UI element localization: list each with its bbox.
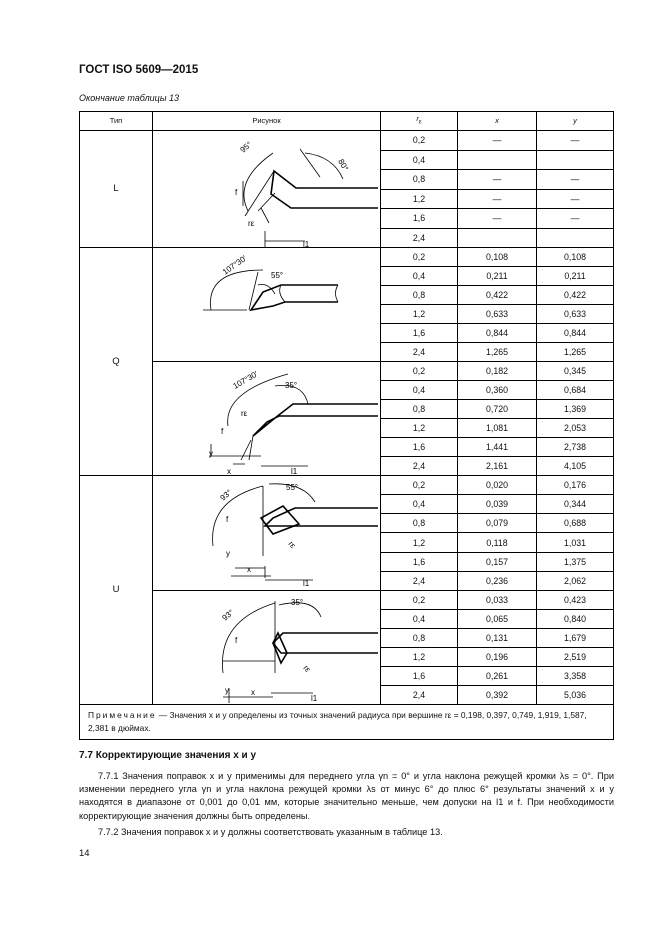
y-value-cell: 1,679 xyxy=(537,629,614,648)
col-header-r: $r_\varepsilon$ xyxy=(381,112,458,131)
r-value-cell: 0,2 xyxy=(381,131,458,151)
note-label: Примечание xyxy=(88,710,157,720)
y-value-cell: 0,840 xyxy=(537,610,614,629)
r-value-cell: 2,4 xyxy=(381,571,458,590)
r-value-cell: 0,8 xyxy=(381,629,458,648)
y-value-cell: 5,036 xyxy=(537,686,614,705)
r-value-cell: 0,8 xyxy=(381,170,458,190)
note-text: — Значения x и y определены из точных значений радиуса при вершине rε = 0,198, 0,397, 0,749, 1,919, 1,587, 2,381 в дюймах. xyxy=(88,710,587,733)
r-value-cell: 1,2 xyxy=(381,305,458,324)
r-value-cell: 2,4 xyxy=(381,686,458,705)
figure-label: 93° xyxy=(218,487,234,503)
figure-label: f xyxy=(226,515,229,524)
y-value-cell: 0,422 xyxy=(537,286,614,305)
y-value-cell: 1,375 xyxy=(537,552,614,571)
figure-label: rε xyxy=(241,408,248,418)
figure-label: 80° xyxy=(336,157,351,173)
r-value-cell: 0,8 xyxy=(381,400,458,419)
x-value-cell: — xyxy=(458,131,537,151)
tool-figure-1-1 xyxy=(153,364,378,474)
figure-label: 93° xyxy=(220,607,236,623)
r-value-cell: 1,6 xyxy=(381,324,458,343)
x-value-cell: 0,131 xyxy=(458,629,537,648)
x-value-cell: 0,182 xyxy=(458,362,537,381)
x-value-cell: 0,720 xyxy=(458,400,537,419)
r-value-cell: 0,8 xyxy=(381,514,458,533)
type-cell: Q xyxy=(80,248,153,476)
figure-label: l1 xyxy=(291,466,298,474)
type-cell: L xyxy=(80,131,153,248)
x-value-cell: 1,081 xyxy=(458,419,537,438)
r-value-cell: 0,2 xyxy=(381,362,458,381)
figure-label: x xyxy=(227,466,231,474)
y-value-cell: 0,688 xyxy=(537,514,614,533)
y-value-cell: — xyxy=(537,131,614,151)
table-row xyxy=(80,248,614,267)
col-header-figure: Рисунок xyxy=(153,112,381,131)
x-value-cell: 0,020 xyxy=(458,476,537,495)
y-value-cell: 0,211 xyxy=(537,267,614,286)
y-value-cell: 2,519 xyxy=(537,648,614,667)
y-value-cell: — xyxy=(537,209,614,229)
x-value-cell: 0,211 xyxy=(458,267,537,286)
col-header-type: Тип xyxy=(80,112,153,131)
x-value-cell: 0,196 xyxy=(458,648,537,667)
r-value-cell: 1,2 xyxy=(381,419,458,438)
r-value-cell: 0,2 xyxy=(381,476,458,495)
x-value-cell: 0,360 xyxy=(458,381,537,400)
tool-figure-2-1 xyxy=(153,593,378,703)
y-value-cell: 0,108 xyxy=(537,248,614,267)
x-value-cell: 0,236 xyxy=(458,571,537,590)
y-value-cell: 2,062 xyxy=(537,571,614,590)
figure-label: 95° xyxy=(238,139,254,155)
paragraph-7-7-2: 7.7.2 Значения поправок x и y должны соответствовать указанным в таблице 13. xyxy=(98,827,443,837)
figure-label: y xyxy=(226,549,230,558)
x-value-cell: 0,844 xyxy=(458,324,537,343)
figure-cell xyxy=(153,248,381,362)
x-value-cell: 0,079 xyxy=(458,514,537,533)
r-value-cell: 0,4 xyxy=(381,381,458,400)
y-value-cell: 0,423 xyxy=(537,591,614,610)
figure-label: 55° xyxy=(286,483,299,492)
table-row xyxy=(80,131,614,151)
tool-figure-0-0 xyxy=(153,131,378,247)
r-value-cell: 0,2 xyxy=(381,591,458,610)
figure-label: 55° xyxy=(271,270,284,280)
section-heading: 7.7 Корректирующие значения x и y xyxy=(79,750,257,761)
standard-header: ГОСТ ISO 5609—2015 xyxy=(79,64,199,76)
x-value-cell: 1,441 xyxy=(458,438,537,457)
r-value-cell: 0,4 xyxy=(381,267,458,286)
y-value-cell: 2,738 xyxy=(537,438,614,457)
figure-label: f xyxy=(221,426,224,436)
r-value-cell: 2,4 xyxy=(381,343,458,362)
x-value-cell: — xyxy=(458,209,537,229)
table-caption: Окончание таблицы 13 xyxy=(79,93,179,103)
y-value-cell: 1,031 xyxy=(537,533,614,552)
figure-label: rε xyxy=(301,663,313,674)
figure-cell xyxy=(153,591,381,705)
r-value-cell: 0,8 xyxy=(381,286,458,305)
x-value-cell: 0,033 xyxy=(458,591,537,610)
r-value-cell: 1,6 xyxy=(381,667,458,686)
r-value-cell: 0,4 xyxy=(381,150,458,170)
x-value-cell: 0,392 xyxy=(458,686,537,705)
r-value-cell: 0,4 xyxy=(381,610,458,629)
x-value-cell: — xyxy=(458,170,537,190)
figure-label: l1 xyxy=(303,240,310,247)
y-value-cell: 0,844 xyxy=(537,324,614,343)
y-value-cell xyxy=(537,150,614,170)
table-note-row xyxy=(80,705,614,740)
figure-cell xyxy=(153,362,381,476)
y-value-cell: — xyxy=(537,170,614,190)
table-row xyxy=(80,476,614,495)
r-value-cell: 1,2 xyxy=(381,533,458,552)
figure-label: l1 xyxy=(311,693,318,703)
figure-label: 107°30′ xyxy=(231,368,260,391)
type-cell: U xyxy=(80,476,153,705)
x-value-cell: 2,161 xyxy=(458,457,537,476)
r-value-cell: 1,6 xyxy=(381,209,458,229)
figure-cell xyxy=(153,131,381,248)
figure-label: 107°30′ xyxy=(220,253,249,277)
tool-figure-1-0 xyxy=(153,250,378,360)
y-value-cell: 1,265 xyxy=(537,343,614,362)
y-value-cell: 0,345 xyxy=(537,362,614,381)
r-value-cell: 1,6 xyxy=(381,552,458,571)
y-value-cell: 0,684 xyxy=(537,381,614,400)
x-value-cell: 0,261 xyxy=(458,667,537,686)
y-value-cell: 2,053 xyxy=(537,419,614,438)
figure-label: l1 xyxy=(303,579,310,588)
x-value-cell: 0,118 xyxy=(458,533,537,552)
tool-figure-2-0 xyxy=(153,476,378,590)
paragraph-7-7-1: 7.7.1 Значения поправок x и y применимы для переднего угла γn = 0° и угла наклона режущей кромки λs = 0°. При изменении переднего угла γn и угла наклона режущей кромки λs от минус 6° до плюс 6° результаты значений x и y находятся в диапазоне от 0,001 до 0,01 мм, которые значительно меньше, чем допуски на l1 и f. При необходимости корректирующие значения должны быть определены. xyxy=(79,771,614,821)
col-header-y: y xyxy=(537,112,614,131)
x-value-cell xyxy=(458,228,537,248)
figure-label: rε xyxy=(286,539,298,551)
figure-cell xyxy=(153,476,381,591)
figure-label: y xyxy=(209,448,213,458)
table-13 xyxy=(79,111,614,740)
figure-label: x xyxy=(251,687,255,697)
y-value-cell xyxy=(537,228,614,248)
x-value-cell: 0,108 xyxy=(458,248,537,267)
y-value-cell: 0,344 xyxy=(537,495,614,514)
r-value-cell: 2,4 xyxy=(381,457,458,476)
figure-label: 35° xyxy=(285,380,298,390)
y-value-cell: 1,369 xyxy=(537,400,614,419)
r-value-cell: 1,2 xyxy=(381,648,458,667)
table-row xyxy=(80,591,614,610)
table-note xyxy=(80,705,614,740)
figure-label: 35° xyxy=(291,597,304,607)
x-value-cell: 0,065 xyxy=(458,610,537,629)
r-value-cell: 2,4 xyxy=(381,228,458,248)
figure-label: f xyxy=(235,188,238,197)
y-value-cell: 3,358 xyxy=(537,667,614,686)
table-row xyxy=(80,362,614,381)
figure-label: x xyxy=(247,565,251,574)
x-value-cell xyxy=(458,150,537,170)
y-value-cell: — xyxy=(537,189,614,209)
table-body xyxy=(80,131,614,705)
y-value-cell: 0,633 xyxy=(537,305,614,324)
x-value-cell: 0,157 xyxy=(458,552,537,571)
figure-label: f xyxy=(235,635,238,645)
x-value-cell: 0,633 xyxy=(458,305,537,324)
y-value-cell: 4,105 xyxy=(537,457,614,476)
x-value-cell: — xyxy=(458,189,537,209)
r-value-cell: 1,2 xyxy=(381,189,458,209)
y-value-cell: 0,176 xyxy=(537,476,614,495)
col-header-x: x xyxy=(458,112,537,131)
r-value-cell: 0,2 xyxy=(381,248,458,267)
figure-label: rε xyxy=(248,219,255,228)
r-value-cell: 1,6 xyxy=(381,438,458,457)
x-value-cell: 0,422 xyxy=(458,286,537,305)
x-value-cell: 0,039 xyxy=(458,495,537,514)
x-value-cell: 1,265 xyxy=(458,343,537,362)
r-value-cell: 0,4 xyxy=(381,495,458,514)
figure-label: y xyxy=(225,685,229,695)
table-header-row xyxy=(80,112,614,131)
page-number: 14 xyxy=(79,848,90,859)
